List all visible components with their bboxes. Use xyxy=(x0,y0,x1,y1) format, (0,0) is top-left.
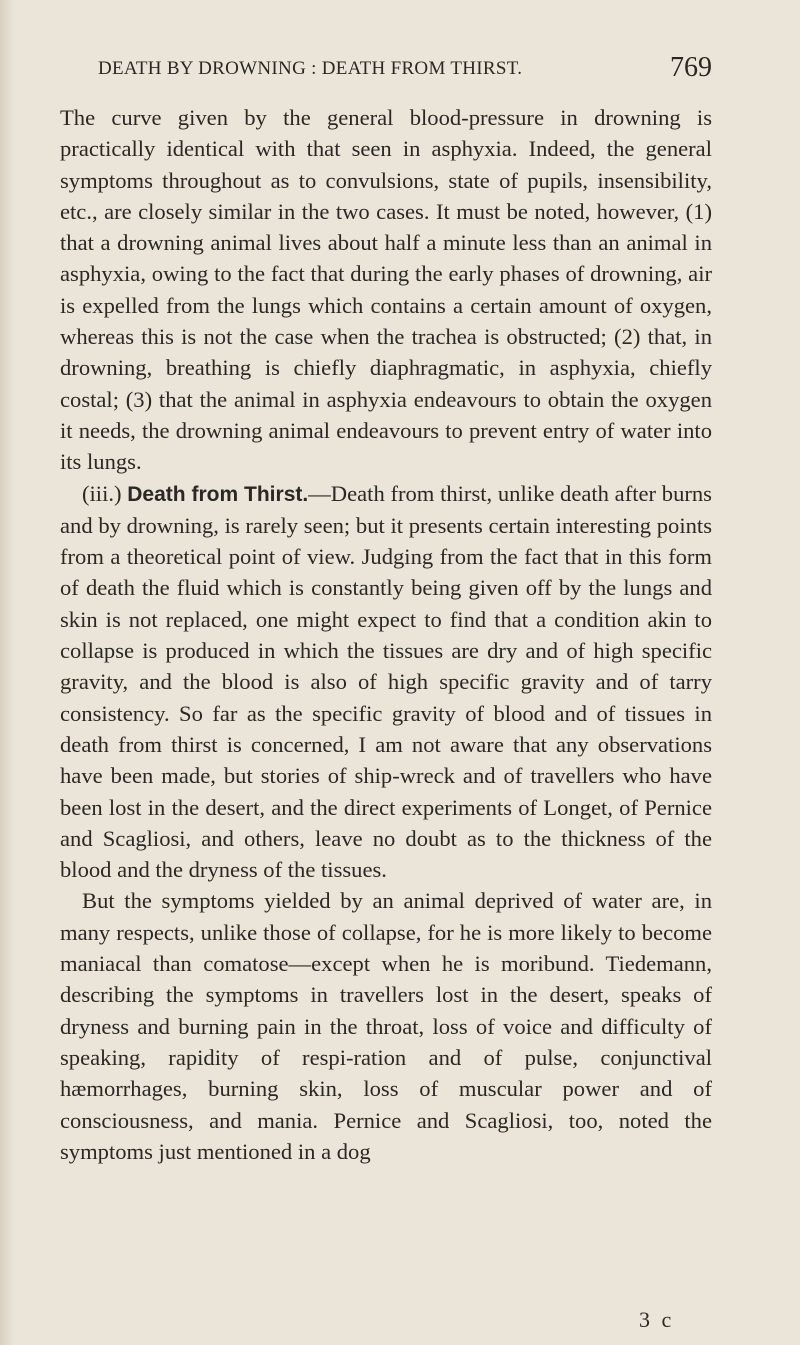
paragraph-thirst xyxy=(60,478,712,886)
paragraph-thirst-body: —Death from thirst, unlike death after burns and by drowning, is rarely seen; but it presents certain interesting points from a theoretical point of view. Judging from the fact that in this form of death the fluid which is constantly being given off by the lungs and skin is not replaced, one might expect to find that a condition akin to collapse is produced in which the tissues are dry and of high specific gravity, and the blood is also of high specific gravity and of tarry consistency. So far as the specific gravity of blood and of tissues in death from thirst is concerned, I am not aware that any observations have been made, but stories of ship-wreck and of travellers who have been lost in the desert, and the direct experiments of Longet, of Pernice and Scagliosi, and others, leave no doubt as to the thickness of the blood and the dryness of the tissues. xyxy=(60,480,712,883)
page-edge-shadow xyxy=(0,0,14,1345)
running-head xyxy=(98,50,712,90)
body-text xyxy=(60,102,712,1167)
signature-mark: 3 c xyxy=(639,1307,675,1332)
paragraph-drowning: The curve given by the general blood-pressure in drowning is practically identical with that seen in asphyxia. Indeed, the general symptoms throughout as to convulsions, state of pupils, insensibility, etc., are closely similar in the two cases. It must be noted, however, (1) that a drowning animal lives about half a minute less than an animal in asphyxia, owing to the fact that during the early phases of drowning, air is expelled from the lungs which contains a certain amount of oxygen, whereas this is not the case when the trachea is obstructed; (2) that, in drowning, breathing is chiefly diaphragmatic, in asphyxia, chiefly costal; (3) that the animal in asphyxia endeavours to obtain the oxygen it needs, the drowning animal endeavours to prevent entry of water into its lungs. xyxy=(60,105,712,475)
section-heading: Death from Thirst. xyxy=(127,482,309,506)
paragraph-symptoms: But the symptoms yielded by an animal deprived of water are, in many respects, unlike those of collapse, for he is more likely to become maniacal than comatose—except when he is moribund. Tiedemann, describing the symptoms in travellers lost in the desert, speaks of dryness and burning pain in the throat, loss of voice and difficulty of speaking, rapidity of respi-ration and of pulse, conjunctival hæmorrhages, burning skin, loss of muscular power and of consciousness, and mania. Pernice and Scagliosi, too, noted the symptoms just mentioned in a dog xyxy=(60,888,712,1164)
page-number: 769 xyxy=(670,52,712,83)
section-number: (iii.) xyxy=(82,480,128,506)
running-title: DEATH BY DROWNING : DEATH FROM THIRST. xyxy=(98,58,523,79)
